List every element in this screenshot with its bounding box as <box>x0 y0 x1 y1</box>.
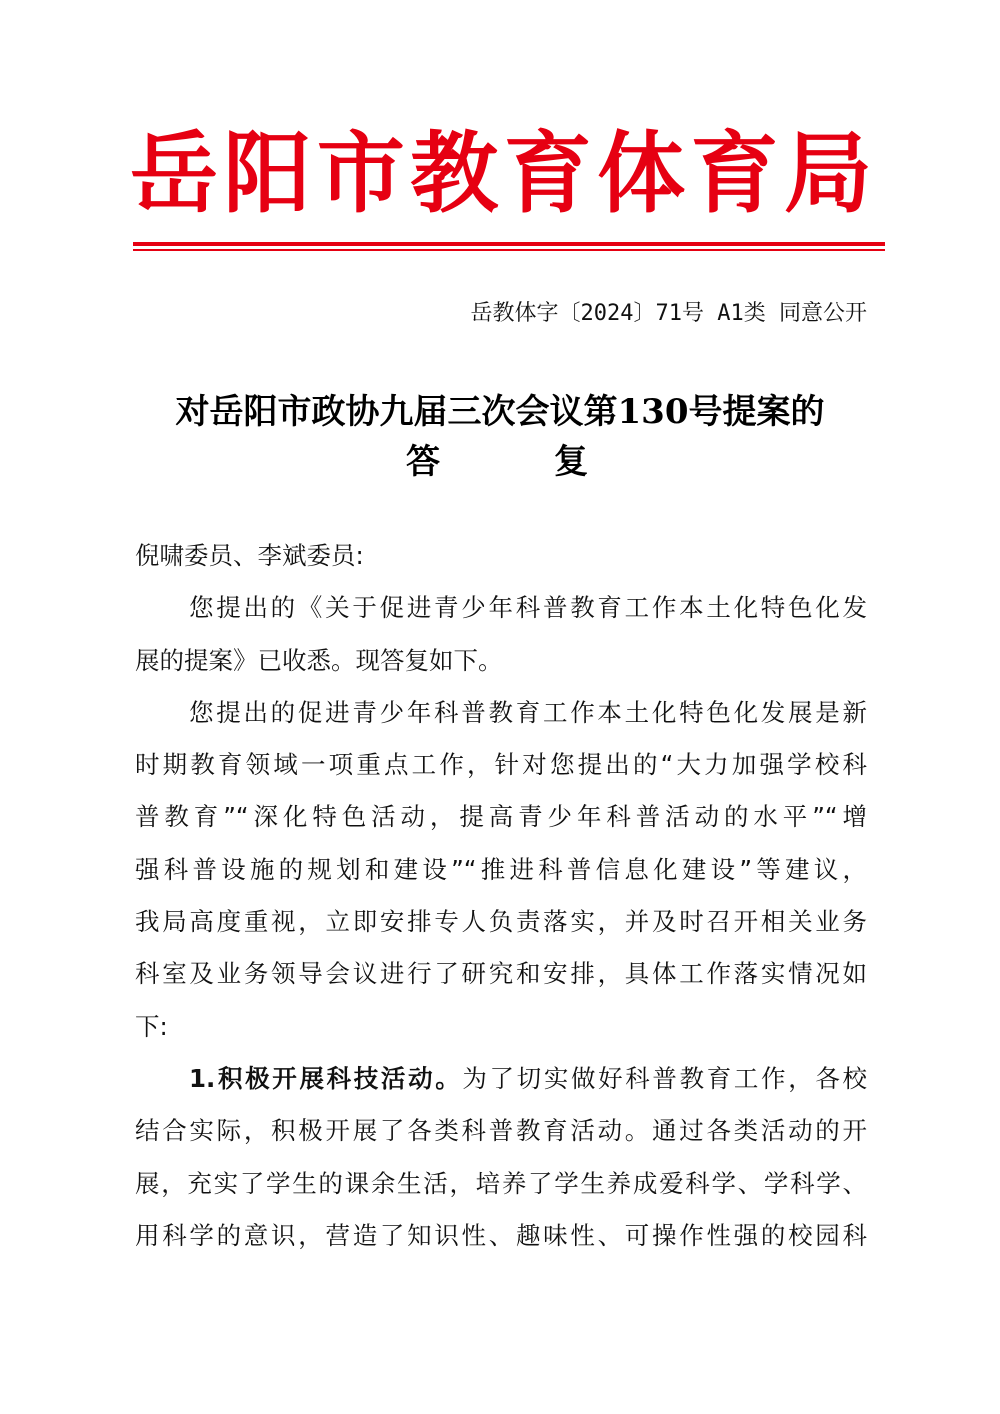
paragraph-line: 您提出的促进青少年科普教育工作本土化特色化发展是新 <box>189 697 867 727</box>
section-heading-continuation: 为了切实做好科普教育工作，各校 <box>462 1063 867 1093</box>
letterhead-char: 岳 <box>130 121 219 225</box>
paragraph-line: 用科学的意识，营造了知识性、趣味性、可操作性强的校园科 <box>135 1220 867 1250</box>
paragraph-line: 展，充实了学生的课余生活，培养了学生养成爱科学、学科学、 <box>135 1168 867 1198</box>
letterhead-char: 阳 <box>223 121 312 225</box>
paragraph-line: 科室及业务领导会议进行了研究和安排，具体工作落实情况如 <box>135 959 867 989</box>
document-title-line1: 对岳阳市政协九届三次会议第130号提案的 <box>175 392 825 432</box>
paragraph-line: 结合实际，积极开展了各类科普教育活动。通过各类活动的开 <box>135 1116 867 1146</box>
paragraph-line: 普教育”“深化特色活动，提高青少年科普活动的水平”“增 <box>135 802 867 832</box>
paragraph-line: 时期教育领域一项重点工作，针对您提出的“大力加强学校科 <box>135 750 867 780</box>
letterhead-char: 市 <box>316 121 405 225</box>
paragraph-acknowledgement <box>135 582 867 687</box>
salutation <box>135 530 867 582</box>
section-heading: 1.积极开展科技活动。 <box>189 1063 463 1093</box>
paragraph-line: 展的提案》已收悉。现答复如下。 <box>135 645 503 675</box>
paragraph-line: 下: <box>135 1011 168 1041</box>
title-char-reply-2: 复 <box>554 442 588 482</box>
letterhead-char: 育 <box>690 121 779 225</box>
paragraph-overview <box>135 687 867 1053</box>
title-char-reply-1: 答 <box>406 442 440 482</box>
letterhead-title <box>130 118 870 228</box>
document-body <box>135 530 867 1262</box>
letterhead-char: 局 <box>783 121 872 225</box>
document-number: 岳教体字〔2024〕71号 A1类 同意公开 <box>470 301 867 326</box>
paragraph-line: 强科普设施的规划和建设”“推进科普信息化建设”等建议， <box>135 854 867 884</box>
letterhead-char: 教 <box>410 121 499 225</box>
red-divider-thin <box>133 249 885 251</box>
paragraph-line: 您提出的《关于促进青少年科普教育工作本土化特色化发 <box>189 593 867 623</box>
paragraph-line: 我局高度重视，立即安排专人负责落实，并及时召开相关业务 <box>135 907 867 937</box>
salutation-text: 倪啸委员、李斌委员: <box>135 541 364 570</box>
paragraph-section-1 <box>135 1053 867 1262</box>
letterhead-char: 体 <box>597 121 686 225</box>
letterhead-char: 育 <box>503 121 592 225</box>
paragraph-line <box>135 1053 867 1105</box>
red-divider-thick <box>133 242 885 246</box>
